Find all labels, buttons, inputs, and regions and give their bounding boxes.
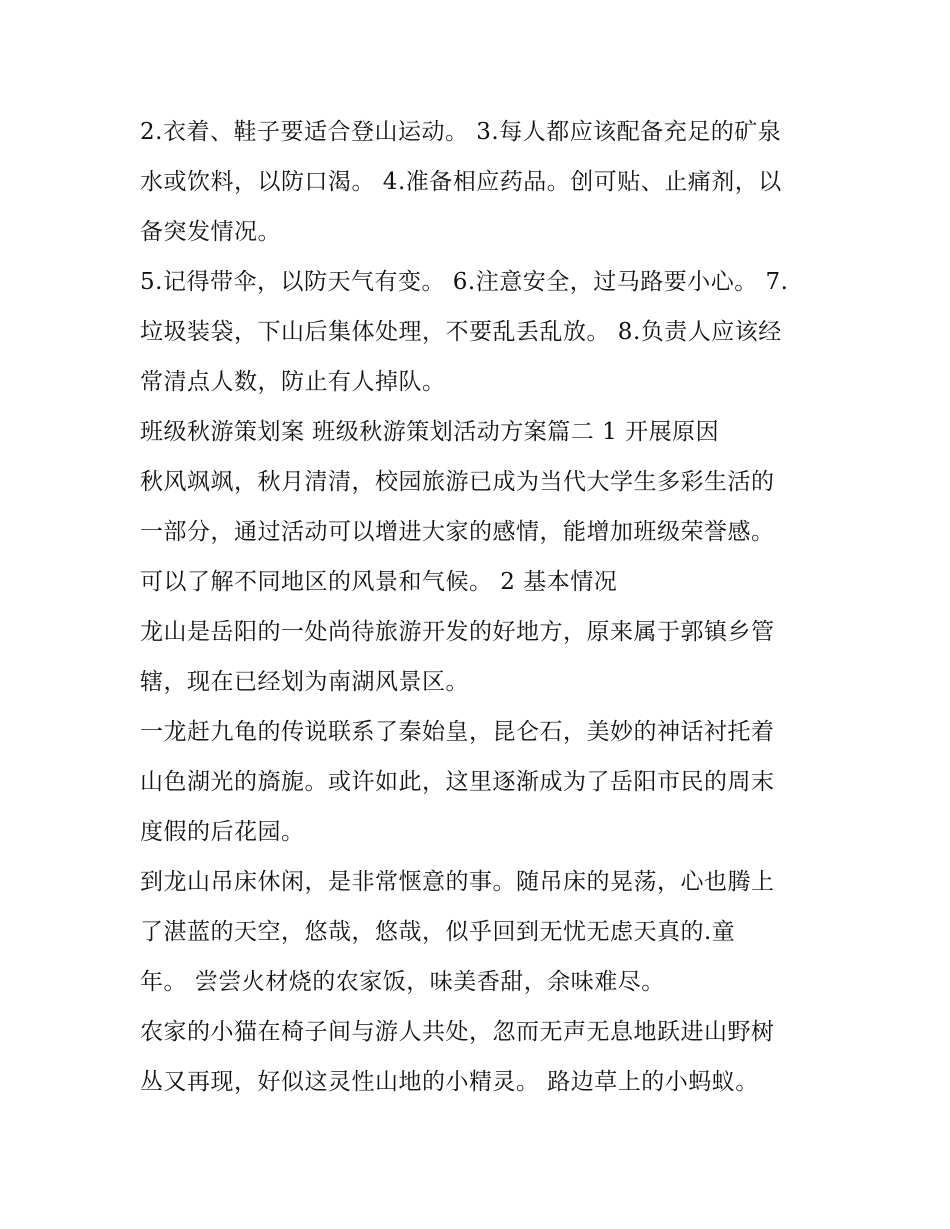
text-line: 垃圾装袋，下山后集体处理，不要乱丢乱放。 8.负责人应该经 [140, 319, 782, 345]
text-line: 到龙山吊床休闲，是非常惬意的事。随吊床的晃荡，心也腾上 [140, 869, 775, 895]
text-line: 班级秋游策划案 班级秋游策划活动方案篇二 1 开展原因 [140, 419, 720, 445]
text-line: 年。 尝尝火材烧的农家饭，味美香甜，余味难尽。 [140, 969, 665, 995]
paragraph-legend [140, 707, 820, 857]
paragraph-packing-tips [140, 107, 820, 257]
paragraph-longshan-intro [140, 607, 820, 707]
paragraph-reason [140, 457, 820, 607]
text-line: 山色湖光的旖旎。或许如此，这里逐渐成为了岳阳市民的周末 [140, 769, 775, 795]
text-line: 备突发情况。 [140, 219, 281, 245]
text-line: 度假的后花园。 [140, 819, 305, 845]
text-line: 一龙赶九龟的传说联系了秦始皇，昆仑石，美妙的神话衬托着 [140, 719, 775, 745]
text-line: 农家的小猫在椅子间与游人共处，忽而无声无息地跃进山野树 [140, 1019, 775, 1045]
text-line: 丛又再现，好似这灵性山地的小精灵。 路边草上的小蚂蚁。 [140, 1069, 759, 1095]
text-line: 一部分，通过活动可以增进大家的感情，能增加班级荣誉感。 [140, 519, 775, 545]
text-line: 2.衣着、鞋子要适合登山运动。 3.每人都应该配备充足的矿泉 [140, 119, 782, 145]
text-line: 常清点人数，防止有人掉队。 [140, 369, 446, 395]
section-heading [140, 407, 820, 457]
text-line: 辖，现在已经划为南湖风景区。 [140, 669, 469, 695]
document-page [140, 107, 820, 1107]
text-line: 水或饮料，以防口渴。 4.准备相应药品。创可贴、止痛剂，以 [140, 169, 782, 195]
text-line: 5.记得带伞，以防天气有变。 6.注意安全，过马路要小心。 7. [140, 269, 789, 295]
text-line: 龙山是岳阳的一处尚待旅游开发的好地方，原来属于郭镇乡管 [140, 619, 775, 645]
text-line: 可以了解不同地区的风景和气候。 2 基本情况 [140, 569, 618, 595]
paragraph-hammock [140, 857, 820, 1007]
text-line: 秋风飒飒，秋月清清，校园旅游已成为当代大学生多彩生活的 [140, 469, 775, 495]
paragraph-farm-cat [140, 1007, 820, 1107]
text-line: 了湛蓝的天空，悠哉，悠哉，似乎回到无忧无虑天真的.童 [140, 919, 736, 945]
paragraph-safety-tips [140, 257, 820, 407]
